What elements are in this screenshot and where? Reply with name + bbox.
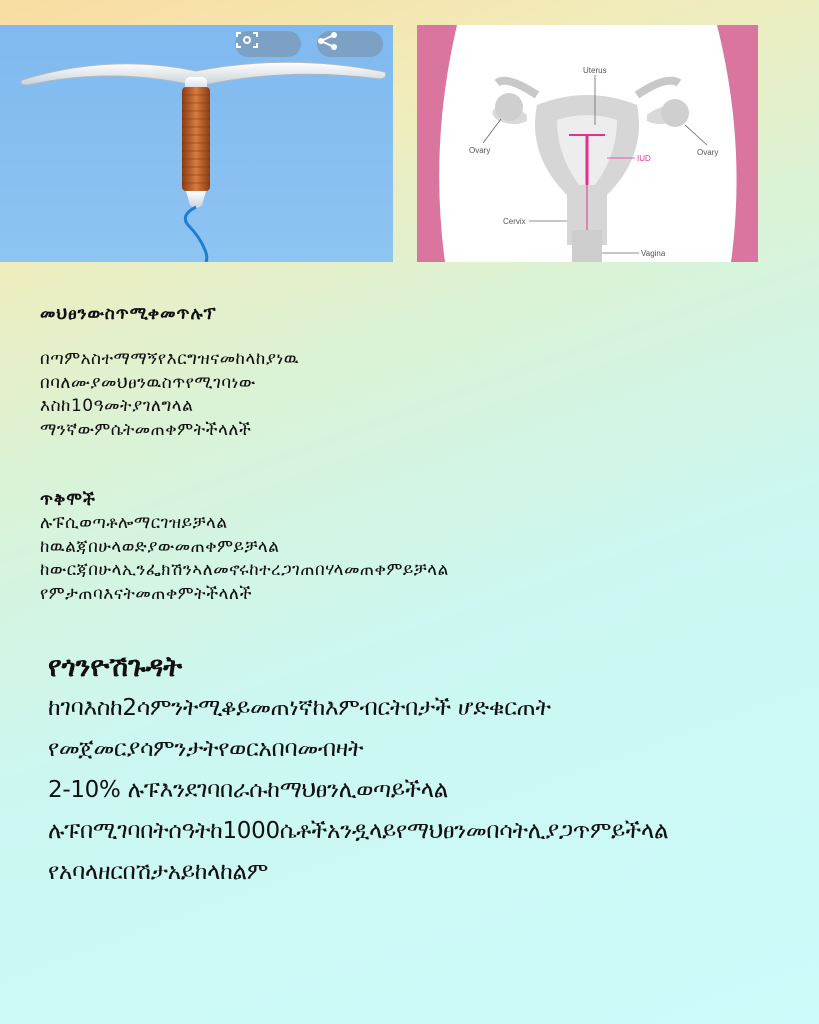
focus-button[interactable] xyxy=(235,31,301,57)
cervix-label: Cervix xyxy=(503,217,526,226)
copper-iud-illustration xyxy=(0,25,393,262)
section-heading: መህፀንውስጥሚቀመጥሉፕ xyxy=(40,304,217,324)
section-heading: ጥቅሞች xyxy=(40,490,96,510)
side-effects-section xyxy=(48,650,668,893)
ovary-left-label: Ovary xyxy=(469,146,491,155)
side-effects-list xyxy=(48,688,668,893)
description-list xyxy=(40,348,299,442)
text-line: ሉፑበሚገባበትሰዓትከ1000ሴቶችአንዷላይየማህፀንመበሳትሊያጋጥምይችላል xyxy=(48,818,669,844)
benefits-list xyxy=(40,512,449,606)
text-line: ከዉልጃበሁላወድያውመጠቀምይቻላል xyxy=(40,536,280,557)
text-line: ማንኛውምሴትመጠቀምትችላለች xyxy=(40,419,252,440)
text-line: የመጀመርያሳምንታትየወርአበባመብዛት xyxy=(48,736,364,762)
focus-scan-icon xyxy=(235,31,259,49)
uterus-label: Uterus xyxy=(583,66,607,75)
iud-description-section xyxy=(40,304,299,442)
text-line: ከገባእስከ2ሳምንትሚቆይመጠነኛከእምብርትበታች ሆድቁርጠት xyxy=(48,695,551,721)
text-line: የምታጠባእናትመጠቀምትችላለች xyxy=(40,583,252,604)
section-heading: የጎንዮሽጉዳት xyxy=(48,650,183,683)
text-line: ሉፑሲወጣቶሎማርገዝይቻላል xyxy=(40,513,228,533)
benefits-section xyxy=(40,490,449,606)
text-line: 2-10% ሉፑእንደገባበራሱከማህፀንሊወጣይችላል xyxy=(48,777,449,803)
uterus-anatomy-illustration xyxy=(417,25,758,262)
text-line: ከውርጃበሁላኢንፌክሽንኣለመኖሩከተረጋገጠበሃላመጠቀምይቻላል xyxy=(40,560,449,580)
text-line: እስከ10ዓመትያገለግላል xyxy=(40,396,194,416)
iud-label: IUD xyxy=(637,154,651,163)
text-line: በጣምአስተማማኝየእርግዝናመከላከያነዉ xyxy=(40,349,299,369)
text-line: በባለሙያመህፀንዉስጥየሚገባነው xyxy=(40,372,256,393)
iud-photo xyxy=(0,25,393,262)
ovary-right-label: Ovary xyxy=(697,148,719,157)
text-line: የአባላዘርበሽታአይከላከልም xyxy=(48,859,269,885)
vagina-label: Vagina xyxy=(641,249,666,258)
uterus-iud-diagram xyxy=(417,25,758,262)
share-icon xyxy=(317,31,339,51)
share-button[interactable] xyxy=(317,31,383,57)
